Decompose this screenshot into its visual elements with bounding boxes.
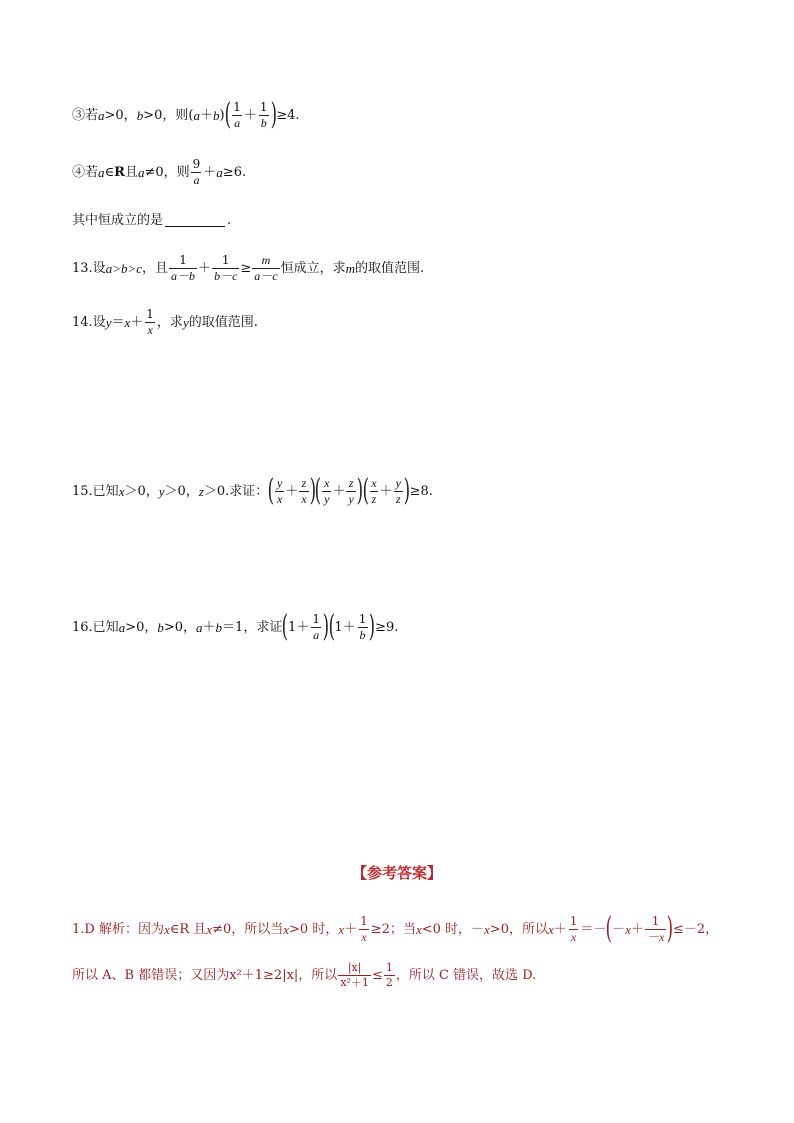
- fraction: $\frac{y}{x}$: [277, 475, 283, 506]
- fraction: $\frac{1}{b}$: [358, 611, 367, 642]
- answers-title: 【参考答案】: [351, 864, 442, 882]
- statement-4-marker: ④若: [72, 164, 99, 180]
- fraction: $\frac{1}{a}$: [312, 611, 320, 642]
- question-13: 13.设 a>b>c ，且 $\frac{1}{a-b}$ ＋ $\frac{1}{b-c}$ ≥ $\frac{m}{a-c}$ 恒成立，求 m 的取值范围.: [72, 253, 425, 283]
- answer-1-line-1: 1.D 解析：因为 x ∈R 且 x ≠0，所以当 x >0 时， x ＋ $\frac{1}{x}$ ≥2；当 x <0 时，－ x >0，所以 x ＋ $\frac{1}{x}$ ＝－ ( － x ＋ $\frac{1}{-x}$ ) ≤－2，: [72, 911, 719, 946]
- question-15: 15.已知 x ＞0， y ＞0， z ＞0.求证： ( $\frac{y}{x}$ ＋ $\frac{z}{x}$ ) ( $\frac{x}{y}$ ＋ $\frac{z}{y}$ ) ( $\frac{x}{z}$ ＋ $\frac{y}{z}$ ) ≥8.: [72, 473, 433, 508]
- fraction: $\frac{y}{z}$: [395, 475, 401, 506]
- fraction: $\frac{1}{x}$: [360, 913, 368, 944]
- fraction: $\frac{z}{y}$: [348, 475, 354, 506]
- fraction: $\frac{|x|}{\text{x²＋1}}$: [340, 961, 369, 989]
- question-14: 14.设 y ＝ x ＋ $\frac{1}{x}$ ，求 y 的取值范围.: [72, 307, 258, 337]
- fraction: $\frac{1}{b}$: [259, 99, 268, 130]
- answer-blank[interactable]: [165, 214, 225, 227]
- question-16: 16.已知 a >0， b >0， a ＋ b ＝1，求证 ( 1＋ $\frac{1}{a}$ ) ( 1＋ $\frac{1}{b}$ ) ≥9.: [72, 609, 399, 644]
- fraction: $\frac{1}{2}$: [385, 961, 393, 989]
- fraction: $\frac{1}{-x}$: [646, 913, 665, 944]
- statement-3-marker: ③若: [72, 107, 99, 123]
- fraction: $\frac{m}{a-c}$: [254, 253, 278, 283]
- fraction: $\frac{1}{x}$: [146, 307, 154, 337]
- fraction: $\frac{1}{a-b}$: [171, 253, 196, 283]
- question-12-prompt: 其中恒成立的是 .: [72, 213, 232, 228]
- fraction: $\frac{1}{a}$: [233, 99, 241, 130]
- fraction: $\frac{9}{a}$: [192, 157, 201, 187]
- answer-1-line-2: 所以 A、B 都错误；又因为 x²＋1≥2|x| ，所以 $\frac{|x|}{\text{x²＋1}}$ ≤ $\frac{1}{2}$ ，所以 C 错误，故选 D.: [72, 961, 537, 989]
- fraction: $\frac{x}{z}$: [371, 475, 377, 506]
- fraction: $\frac{1}{b-c}$: [214, 253, 238, 283]
- statement-4: ④若 a ∈ R 且 a ≠0，则 $\frac{9}{a}$ ＋ a ≥6.: [72, 157, 247, 187]
- fraction: $\frac{x}{y}$: [324, 475, 330, 506]
- fraction: $\frac{1}{x}$: [569, 913, 578, 944]
- right-paren: ): [270, 97, 277, 132]
- left-paren: (: [224, 97, 231, 132]
- fraction: $\frac{z}{x}$: [301, 475, 307, 506]
- statement-3: ③若 a >0， b >0，则( a ＋ b ) ( $\frac{1}{a}$ ＋ $\frac{1}{b}$ ) ≥4.: [72, 97, 300, 132]
